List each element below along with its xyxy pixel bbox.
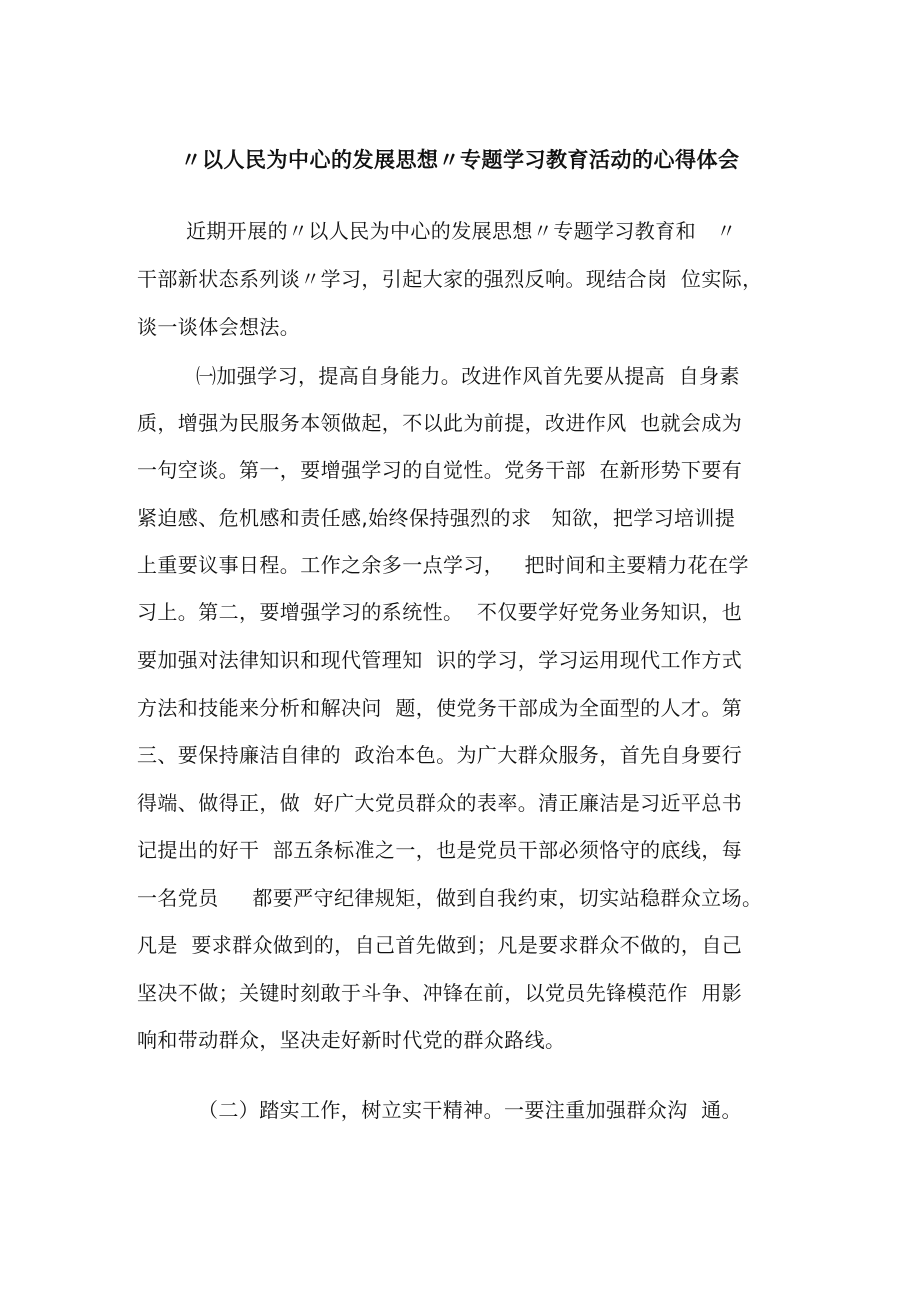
paragraph-line: 方法和技能来分析和解决问 题，使党务干部成为全面型的人才。第 [137, 696, 743, 720]
paragraph-line: ㈠加强学习，提高自身能力。改进作风首先要从提高 自身素 [196, 364, 740, 388]
paragraph-line: 凡是 要求群众做到的，自己首先做到；凡是要求群众不做的，自己 [137, 933, 743, 957]
paragraph-line: 质，增强为民服务本领做起，不以此为前提，改进作风 也就会成为 [137, 411, 743, 435]
paragraph-line: 三、要保持廉洁自律的 政治本色。为广大群众服务，首先自身要行 [137, 743, 743, 767]
paragraph-line: 坚决不做；关键时刻敢于斗争、冲锋在前，以党员先锋模范作 用影 [137, 981, 743, 1005]
paragraph-line: 上重要议事日程。工作之余多一点学习， 把时间和主要精力花在学 [137, 553, 749, 577]
paragraph-line: 一句空谈。第一，要增强学习的自觉性。党务干部 在新形势下要有 [137, 458, 743, 482]
paragraph-line: 紧迫感、危机感和责任感,始终保持强烈的求 知欲，把学习培训提 [137, 506, 736, 530]
document-title: 〃以人民为中心的发展思想〃专题学习教育活动的心得体会 [180, 148, 740, 172]
paragraph-line: 得端、做得正，做 好广大党员群众的表率。清正廉洁是习近平总书 [137, 791, 743, 815]
paragraph-line: 要加强对法律知识和现代管理知 识的学习，学习运用现代工作方式 [137, 648, 743, 672]
paragraph-line: 近期开展的〃以人民为中心的发展思想〃专题学习教育和 〃 [186, 219, 737, 243]
paragraph-line: 响和带动群众，坚决走好新时代党的群众路线。 [137, 1028, 566, 1052]
paragraph-line: 习上。第二，要增强学习的系统性。 不仅要学好党务业务知识，也 [137, 600, 743, 624]
paragraph-line: 干部新状态系列谈〃学习，引起大家的强烈反响。现结合岗 位实际， [137, 267, 763, 291]
paragraph-line: （二）踏实工作，树立实干精神。一要注重加强群众沟 通。 [198, 1098, 742, 1122]
paragraph-line: 一名党员 都要严守纪律规矩，做到自我约束，切实站稳群众立场。 [137, 886, 763, 910]
paragraph-line: 记提出的好干 部五条标准之一，也是党员干部必须恪守的底线，每 [137, 838, 743, 862]
paragraph-line: 谈一谈体会想法。 [137, 315, 301, 339]
